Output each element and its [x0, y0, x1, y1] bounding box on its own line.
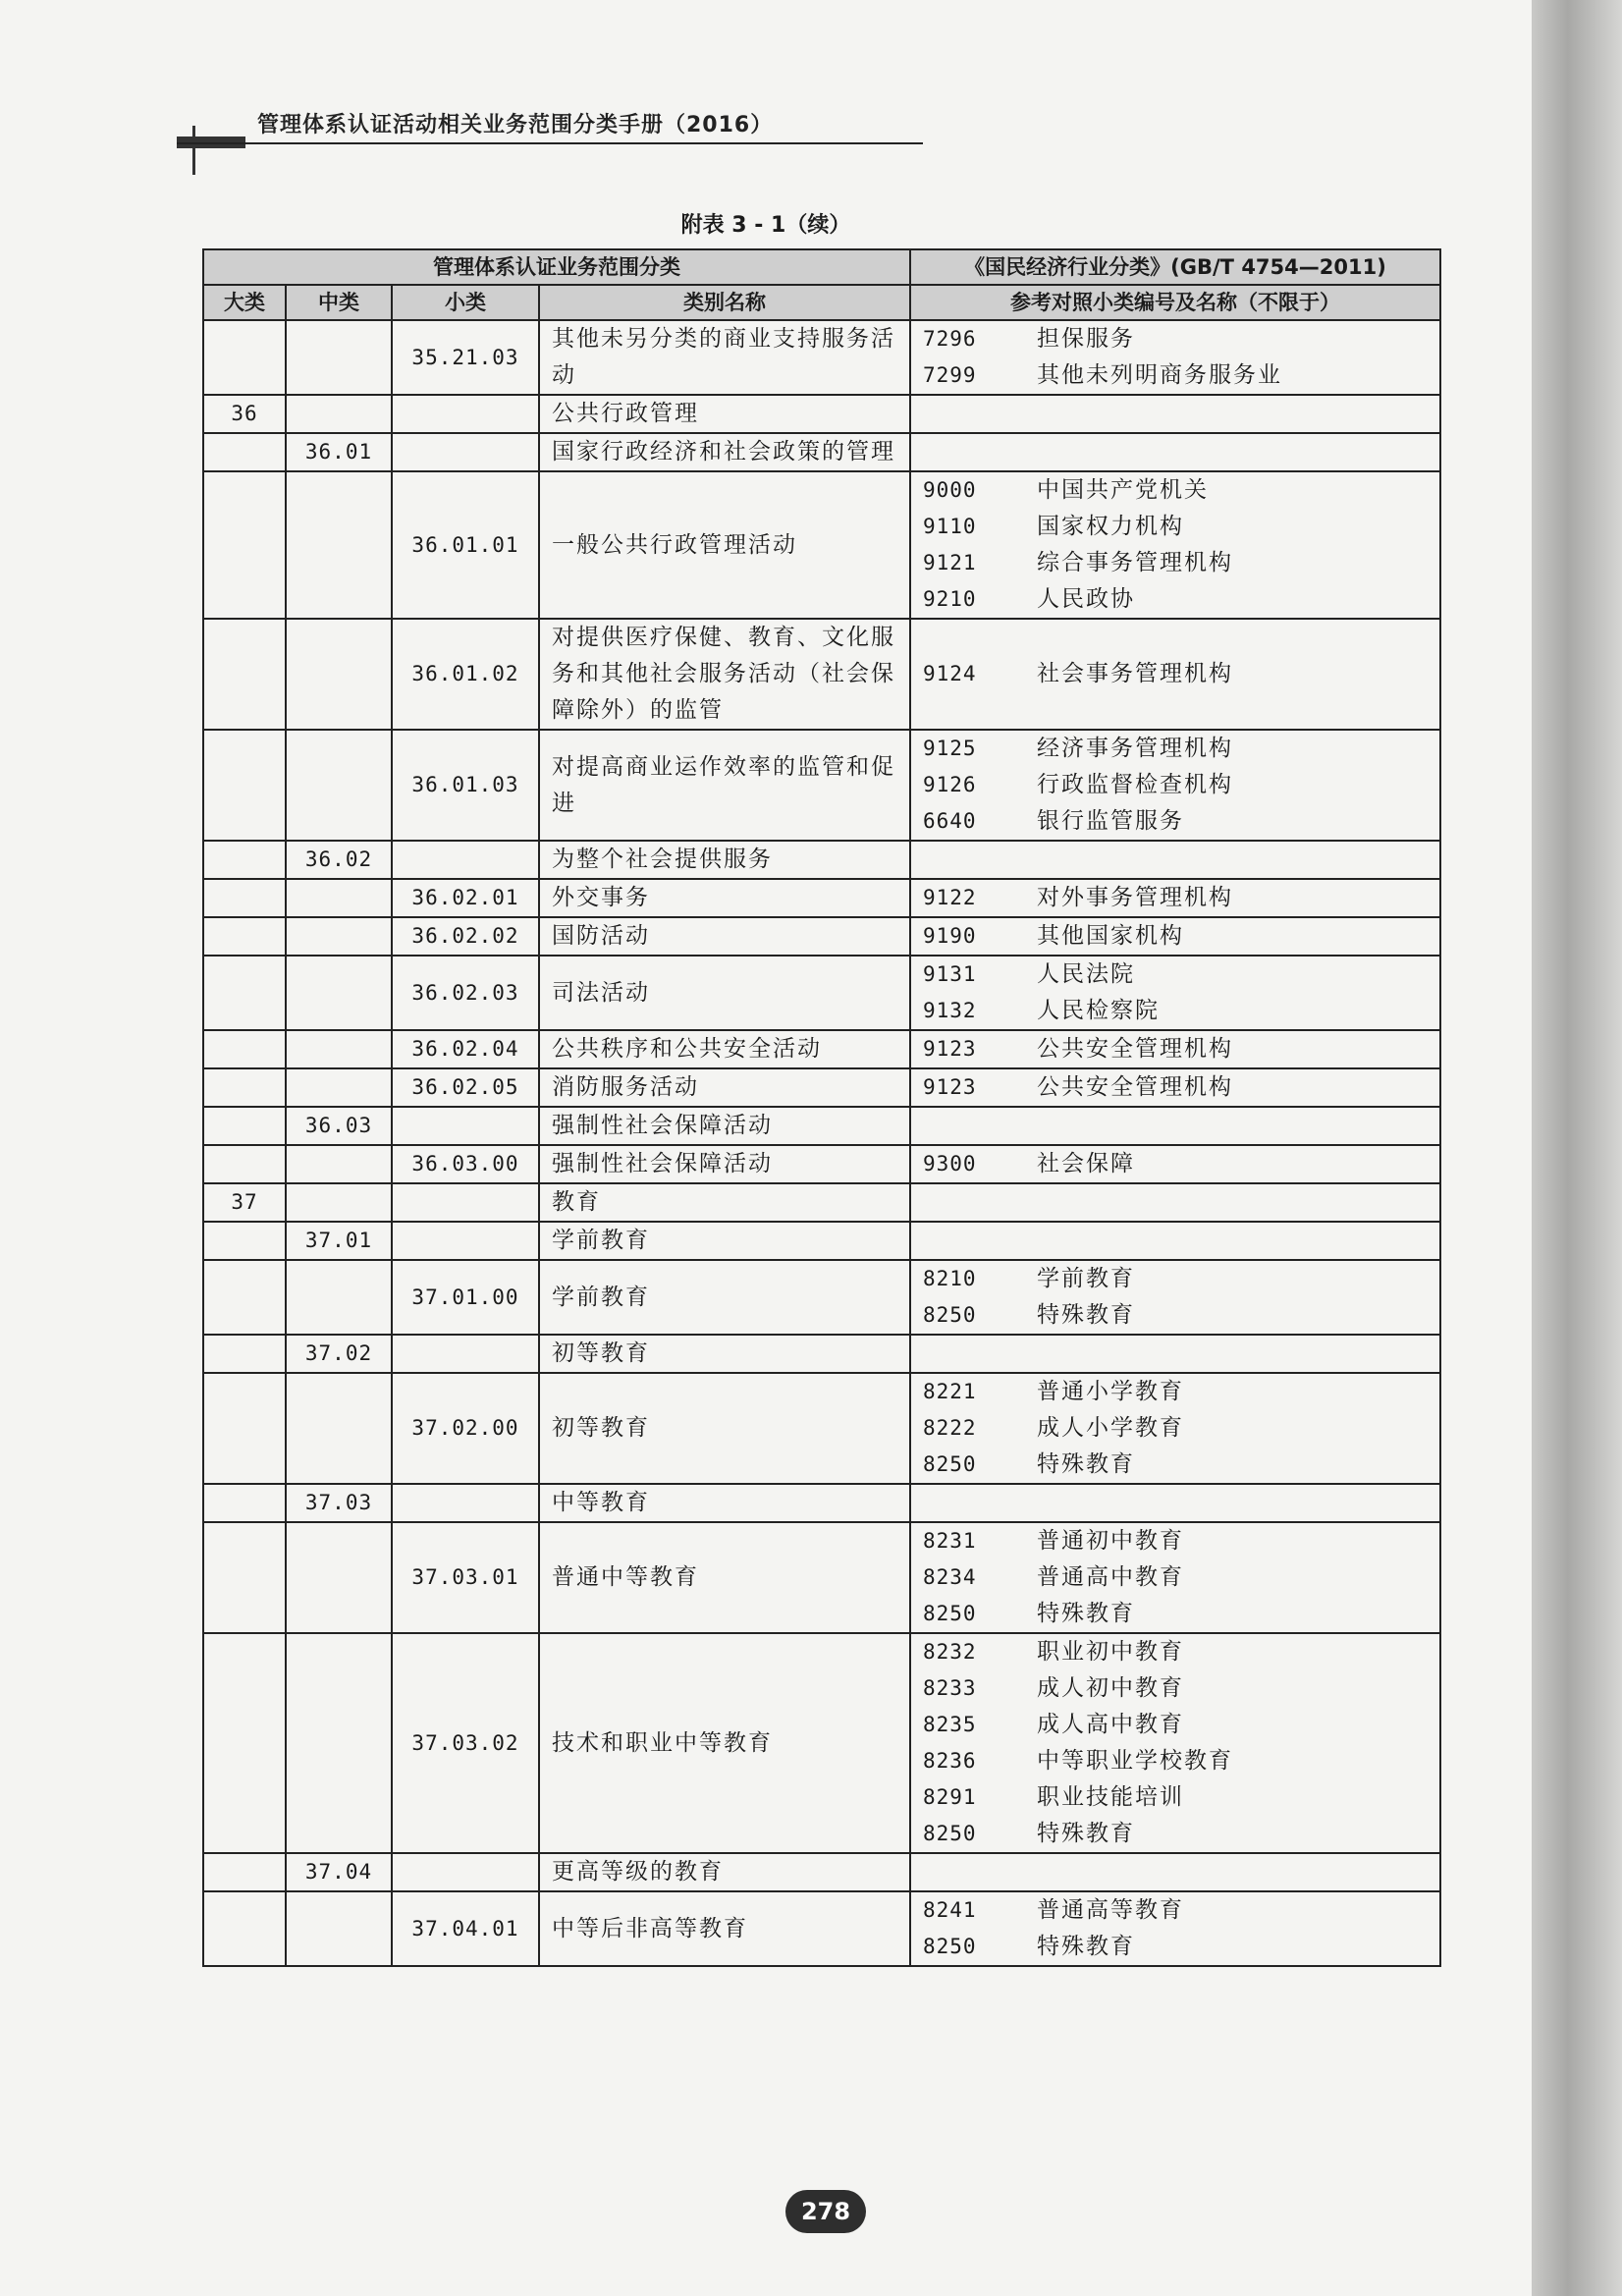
cell-name: 公共行政管理	[539, 395, 910, 433]
cell-major	[203, 1260, 286, 1335]
ref-code: 9121	[923, 551, 977, 574]
page-number: 278	[785, 2190, 866, 2233]
ref-name: 其他未列明商务服务业	[1037, 362, 1282, 388]
ref-code: 8250	[923, 1452, 977, 1476]
cell-minor	[392, 1183, 539, 1222]
cell-refs	[910, 730, 1440, 841]
cell-name: 学前教育	[539, 1222, 910, 1260]
table-row	[203, 619, 1440, 730]
cell-mid	[286, 917, 392, 956]
ref-entry	[923, 1634, 1428, 1670]
cell-refs	[910, 917, 1440, 956]
table-row	[203, 1891, 1440, 1966]
cell-mid: 37.02	[286, 1335, 392, 1373]
cell-major	[203, 1373, 286, 1484]
ref-code: 8232	[923, 1640, 977, 1664]
cell-name: 消防服务活动	[539, 1068, 910, 1107]
ref-code: 6640	[923, 809, 977, 833]
cell-mid: 37.04	[286, 1853, 392, 1891]
cell-minor: 35.21.03	[392, 320, 539, 395]
ref-entry	[923, 880, 1428, 916]
ref-entry	[923, 803, 1428, 840]
cell-major	[203, 471, 286, 619]
classification-table	[202, 248, 1441, 1967]
cell-refs	[910, 956, 1440, 1030]
ref-entry	[923, 767, 1428, 803]
ref-code: 8250	[923, 1602, 977, 1625]
table-row	[203, 1222, 1440, 1260]
table-row	[203, 1145, 1440, 1183]
cell-minor	[392, 1853, 539, 1891]
ref-name: 特殊教育	[1037, 1821, 1135, 1846]
ref-entry	[923, 357, 1428, 394]
cell-minor: 37.01.00	[392, 1260, 539, 1335]
ref-entry	[923, 918, 1428, 955]
cell-major	[203, 1484, 286, 1522]
ref-code: 8250	[923, 1935, 977, 1958]
cell-refs	[910, 1068, 1440, 1107]
ref-name: 普通初中教育	[1037, 1528, 1184, 1554]
cell-name: 公共秩序和公共安全活动	[539, 1030, 910, 1068]
ref-entry	[923, 1523, 1428, 1559]
cell-major	[203, 320, 286, 395]
cell-mid: 36.03	[286, 1107, 392, 1145]
table-title: 附表 3 - 1（续）	[680, 213, 851, 238]
header-col-minor: 小类	[392, 285, 539, 320]
ref-name: 综合事务管理机构	[1037, 550, 1233, 575]
cell-name: 国家行政经济和社会政策的管理	[539, 433, 910, 471]
cell-mid	[286, 1145, 392, 1183]
ref-code: 9123	[923, 1037, 977, 1061]
cell-refs	[910, 1107, 1440, 1145]
ref-code: 9000	[923, 478, 977, 502]
cell-mid	[286, 619, 392, 730]
cell-name: 为整个社会提供服务	[539, 841, 910, 879]
ref-code: 9122	[923, 886, 977, 909]
cell-mid	[286, 320, 392, 395]
ref-entry	[923, 993, 1428, 1029]
ref-code: 8222	[923, 1416, 977, 1440]
cell-refs	[910, 879, 1440, 917]
header-col-ref: 参考对照小类编号及名称（不限于）	[910, 285, 1440, 320]
header-group-right: 《国民经济行业分类》(GB/T 4754—2011)	[910, 249, 1440, 285]
cell-name: 初等教育	[539, 1335, 910, 1373]
ref-code: 8241	[923, 1898, 977, 1922]
cell-mid	[286, 1260, 392, 1335]
ref-name: 银行监管服务	[1037, 808, 1184, 834]
ref-code: 9110	[923, 515, 977, 538]
cell-refs	[910, 1030, 1440, 1068]
cell-name: 更高等级的教育	[539, 1853, 910, 1891]
header-col-mid: 中类	[286, 285, 392, 320]
ref-entry	[923, 1816, 1428, 1852]
cell-refs	[910, 619, 1440, 730]
ref-entry	[923, 1559, 1428, 1596]
ref-entry	[923, 1596, 1428, 1632]
cell-name: 对提高商业运作效率的监管和促进	[539, 730, 910, 841]
cell-major	[203, 1107, 286, 1145]
table-row	[203, 1853, 1440, 1891]
cell-major: 37	[203, 1183, 286, 1222]
cell-name: 教育	[539, 1183, 910, 1222]
cell-name: 初等教育	[539, 1373, 910, 1484]
cell-mid	[286, 1633, 392, 1853]
ref-name: 国家权力机构	[1037, 514, 1184, 539]
cell-major	[203, 1145, 286, 1183]
cell-minor: 36.02.03	[392, 956, 539, 1030]
cell-mid	[286, 1891, 392, 1966]
cell-refs	[910, 320, 1440, 395]
ref-entry	[923, 656, 1428, 692]
header-col-name: 类别名称	[539, 285, 910, 320]
cell-major	[203, 730, 286, 841]
cell-minor: 36.01.03	[392, 730, 539, 841]
cell-mid	[286, 1373, 392, 1484]
ref-name: 特殊教育	[1037, 1934, 1135, 1959]
cell-minor: 36.02.05	[392, 1068, 539, 1107]
cell-mid	[286, 956, 392, 1030]
ref-entry	[923, 581, 1428, 618]
cell-name: 对提供医疗保健、教育、文化服务和其他社会服务活动（社会保障除外）的监管	[539, 619, 910, 730]
cell-mid	[286, 1183, 392, 1222]
cell-mid	[286, 1522, 392, 1633]
ref-entry	[923, 1069, 1428, 1106]
cell-mid	[286, 879, 392, 917]
ref-name: 行政监督检查机构	[1037, 772, 1233, 797]
cell-minor: 36.01.01	[392, 471, 539, 619]
table-row	[203, 1335, 1440, 1373]
ref-entry	[923, 1707, 1428, 1743]
ref-name: 成人小学教育	[1037, 1415, 1184, 1441]
cell-mid: 36.01	[286, 433, 392, 471]
cell-refs	[910, 1260, 1440, 1335]
ref-name: 成人高中教育	[1037, 1712, 1184, 1737]
ref-name: 普通高等教育	[1037, 1897, 1184, 1923]
cell-minor	[392, 841, 539, 879]
ref-name: 人民检察院	[1037, 998, 1160, 1023]
ref-code: 9210	[923, 587, 977, 611]
ref-name: 学前教育	[1037, 1266, 1135, 1291]
page-edge	[1532, 0, 1622, 2296]
ref-code: 8210	[923, 1267, 977, 1290]
cell-minor: 36.01.02	[392, 619, 539, 730]
cell-mid	[286, 730, 392, 841]
ref-entry	[923, 1743, 1428, 1779]
ref-code: 9125	[923, 737, 977, 760]
cell-name: 其他未另分类的商业支持服务活动	[539, 320, 910, 395]
cell-refs	[910, 1373, 1440, 1484]
cell-major	[203, 1633, 286, 1853]
ref-name: 社会事务管理机构	[1037, 661, 1233, 686]
ref-entry	[923, 1410, 1428, 1447]
table-row	[203, 1183, 1440, 1222]
cell-major	[203, 433, 286, 471]
cell-refs	[910, 1183, 1440, 1222]
cell-name: 强制性社会保障活动	[539, 1107, 910, 1145]
cell-refs	[910, 395, 1440, 433]
ref-name: 担保服务	[1037, 326, 1135, 352]
ref-entry	[923, 1146, 1428, 1182]
ref-entry	[923, 1892, 1428, 1929]
cell-major	[203, 879, 286, 917]
cell-major	[203, 1335, 286, 1373]
cell-minor: 37.03.02	[392, 1633, 539, 1853]
cell-minor: 36.02.04	[392, 1030, 539, 1068]
ref-name: 对外事务管理机构	[1037, 885, 1233, 910]
ref-entry	[923, 1031, 1428, 1067]
cell-mid	[286, 395, 392, 433]
ref-code: 9123	[923, 1075, 977, 1099]
ref-entry	[923, 731, 1428, 767]
cell-major	[203, 1522, 286, 1633]
ref-name: 成人初中教育	[1037, 1675, 1184, 1701]
ref-entry	[923, 1929, 1428, 1965]
cell-mid: 37.01	[286, 1222, 392, 1260]
ref-code: 8233	[923, 1676, 977, 1700]
cell-major	[203, 1891, 286, 1966]
cell-minor	[392, 433, 539, 471]
ref-name: 人民政协	[1037, 586, 1135, 612]
cell-refs	[910, 1891, 1440, 1966]
table-row	[203, 1107, 1440, 1145]
ref-name: 特殊教育	[1037, 1601, 1135, 1626]
cell-major	[203, 1030, 286, 1068]
ref-code: 8231	[923, 1529, 977, 1553]
ref-code: 8221	[923, 1380, 977, 1403]
cell-major	[203, 1068, 286, 1107]
header-group-left: 管理体系认证业务范围分类	[203, 249, 910, 285]
ref-code: 9300	[923, 1152, 977, 1175]
cell-mid: 36.02	[286, 841, 392, 879]
ref-code: 9124	[923, 662, 977, 685]
table-row	[203, 395, 1440, 433]
cell-mid	[286, 1030, 392, 1068]
cell-refs	[910, 1853, 1440, 1891]
cell-major	[203, 956, 286, 1030]
cell-name: 技术和职业中等教育	[539, 1633, 910, 1853]
cell-refs	[910, 1484, 1440, 1522]
table-row	[203, 433, 1440, 471]
running-head: 管理体系认证活动相关业务范围分类手册（2016）	[257, 113, 774, 137]
table-body	[203, 320, 1440, 1966]
cell-minor: 37.03.01	[392, 1522, 539, 1633]
ref-code: 9126	[923, 773, 977, 796]
table-row	[203, 879, 1440, 917]
ref-name: 经济事务管理机构	[1037, 736, 1233, 761]
table-row	[203, 1484, 1440, 1522]
table-row	[203, 1522, 1440, 1633]
cell-minor	[392, 395, 539, 433]
cell-name: 司法活动	[539, 956, 910, 1030]
ref-code: 9131	[923, 962, 977, 986]
cell-name: 学前教育	[539, 1260, 910, 1335]
cell-name: 中等后非高等教育	[539, 1891, 910, 1966]
ref-name: 职业初中教育	[1037, 1639, 1184, 1665]
cell-mid	[286, 1068, 392, 1107]
cell-refs	[910, 433, 1440, 471]
cell-major: 36	[203, 395, 286, 433]
ref-name: 社会保障	[1037, 1151, 1135, 1176]
ref-code: 9132	[923, 999, 977, 1022]
table-row	[203, 1068, 1440, 1107]
ref-code: 8236	[923, 1749, 977, 1773]
cell-name: 普通中等教育	[539, 1522, 910, 1633]
cell-minor	[392, 1335, 539, 1373]
ref-entry	[923, 472, 1428, 509]
ref-name: 公共安全管理机构	[1037, 1074, 1233, 1100]
cell-minor	[392, 1222, 539, 1260]
table-row	[203, 1633, 1440, 1853]
cell-refs	[910, 841, 1440, 879]
ref-code: 8250	[923, 1822, 977, 1845]
table-row	[203, 1373, 1440, 1484]
ref-code: 8235	[923, 1713, 977, 1736]
cell-major	[203, 1222, 286, 1260]
cell-name: 强制性社会保障活动	[539, 1145, 910, 1183]
cell-refs	[910, 1222, 1440, 1260]
cell-refs	[910, 1335, 1440, 1373]
cell-major	[203, 1853, 286, 1891]
table-row	[203, 841, 1440, 879]
cell-major	[203, 841, 286, 879]
ref-entry	[923, 545, 1428, 581]
header-tick-mark	[192, 126, 195, 175]
ref-code: 9190	[923, 924, 977, 948]
ref-name: 中等职业学校教育	[1037, 1748, 1233, 1774]
cell-refs	[910, 1145, 1440, 1183]
cell-minor: 37.04.01	[392, 1891, 539, 1966]
ref-entry	[923, 1670, 1428, 1707]
ref-entry	[923, 1374, 1428, 1410]
cell-name: 中等教育	[539, 1484, 910, 1522]
cell-refs	[910, 471, 1440, 619]
table-row	[203, 320, 1440, 395]
ref-entry	[923, 509, 1428, 545]
ref-name: 中国共产党机关	[1037, 477, 1209, 503]
cell-minor: 37.02.00	[392, 1373, 539, 1484]
cell-name: 国防活动	[539, 917, 910, 956]
ref-name: 职业技能培训	[1037, 1784, 1184, 1810]
cell-minor: 36.03.00	[392, 1145, 539, 1183]
cell-name: 一般公共行政管理活动	[539, 471, 910, 619]
cell-refs	[910, 1633, 1440, 1853]
cell-refs	[910, 1522, 1440, 1633]
cell-mid: 37.03	[286, 1484, 392, 1522]
ref-entry	[923, 1297, 1428, 1334]
table-row	[203, 471, 1440, 619]
ref-code: 7296	[923, 327, 977, 351]
ref-entry	[923, 1447, 1428, 1483]
cell-name: 外交事务	[539, 879, 910, 917]
ref-name: 特殊教育	[1037, 1302, 1135, 1328]
cell-minor	[392, 1107, 539, 1145]
ref-name: 普通高中教育	[1037, 1564, 1184, 1590]
table-row	[203, 1030, 1440, 1068]
cell-major	[203, 619, 286, 730]
ref-entry	[923, 1261, 1428, 1297]
cell-mid	[286, 471, 392, 619]
cell-minor	[392, 1484, 539, 1522]
ref-name: 其他国家机构	[1037, 923, 1184, 949]
table-row	[203, 1260, 1440, 1335]
ref-name: 公共安全管理机构	[1037, 1036, 1233, 1062]
table-row	[203, 956, 1440, 1030]
ref-name: 普通小学教育	[1037, 1379, 1184, 1404]
ref-entry	[923, 957, 1428, 993]
table-row	[203, 730, 1440, 841]
ref-entry	[923, 1779, 1428, 1816]
ref-code: 8250	[923, 1303, 977, 1327]
cell-major	[203, 917, 286, 956]
ref-entry	[923, 321, 1428, 357]
header-rule	[177, 142, 923, 144]
cell-minor: 36.02.02	[392, 917, 539, 956]
ref-code: 7299	[923, 363, 977, 387]
table-row	[203, 917, 1440, 956]
ref-code: 8234	[923, 1565, 977, 1589]
ref-code: 8291	[923, 1785, 977, 1809]
ref-name: 人民法院	[1037, 961, 1135, 987]
header-col-major: 大类	[203, 285, 286, 320]
ref-name: 特殊教育	[1037, 1451, 1135, 1477]
cell-minor: 36.02.01	[392, 879, 539, 917]
